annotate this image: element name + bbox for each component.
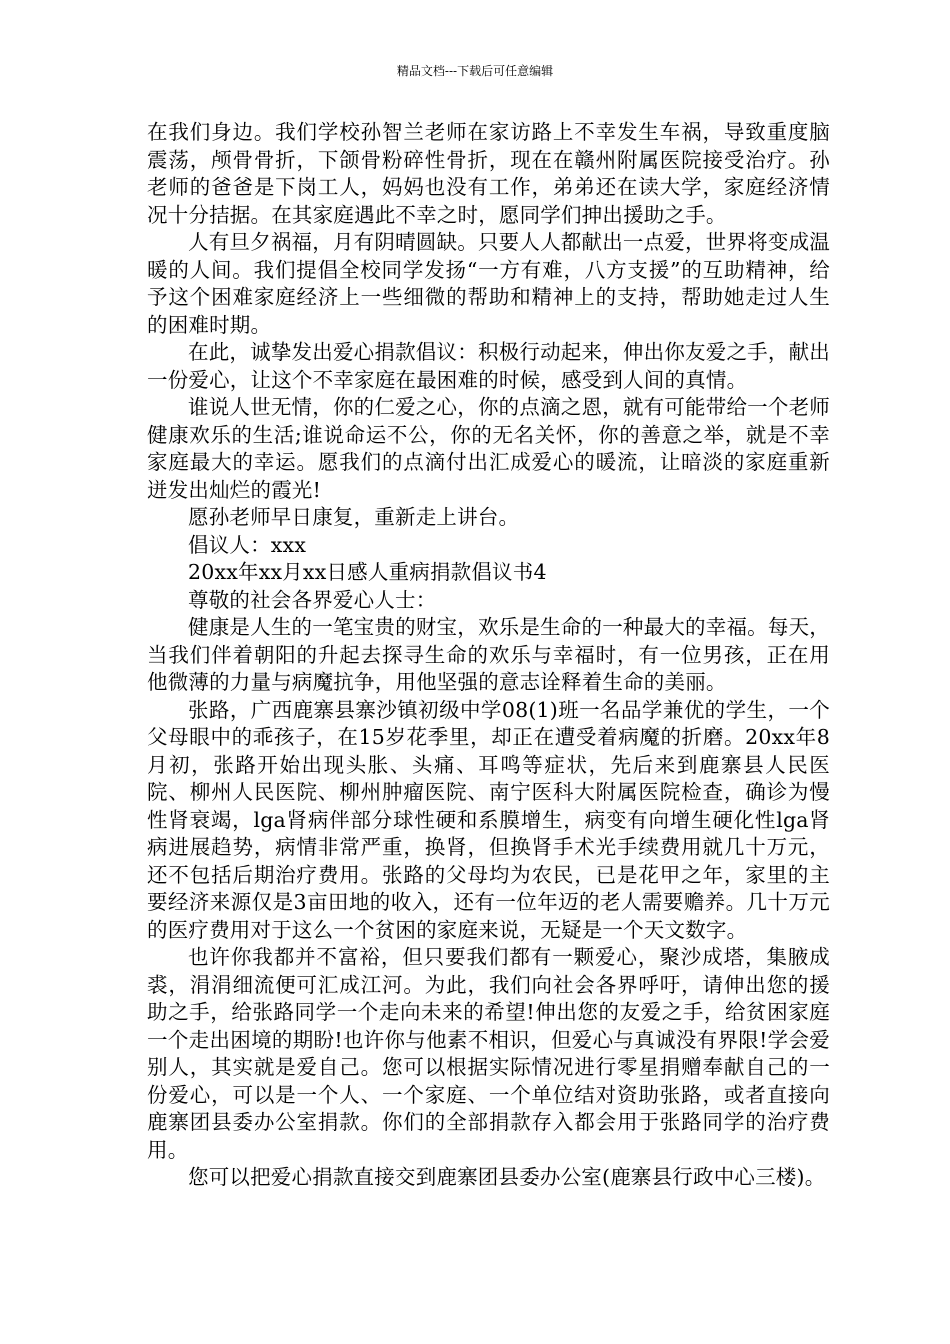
paragraph: 您可以把爱心捐款直接交到鹿寨团县委办公室(鹿寨县行政中心三楼)。 (188, 1165, 826, 1189)
paragraph: 在我们身边。我们学校孙智兰老师在家访路上不幸发生车祸，导致重度脑震荡，颅骨骨折，下颌骨粉碎性骨折，现在在赣州附属医院接受治疗。孙老师的爸爸是下岗工人，妈妈也没有工作，弟弟还在读大学，家庭经济情况十分拮据。在其家庭遇此不幸之时，愿同学们抻出援助之手。 (147, 120, 830, 227)
section-heading: 20xx年xx月xx日感人重病捐款倡议书4 (188, 560, 547, 584)
paragraph: 谁说人世无情，你的仁爱之心，你的点滴之恩，就有可能带给一个老师健康欢乐的生活;谁说命运不公，你的无名关怀，你的善意之举，就是不幸家庭最大的幸运。愿我们的点滴付出汇成爱心的暖流，让暗淡的家庭重新迸发出灿烂的霞光! (147, 395, 830, 502)
paragraph: 张路，广西鹿寨县寨沙镇初级中学08(1)班一名品学兼优的学生，一个父母眼中的乖孩子，在15岁花季里，却正在遭受着病魔的折磨。20xx年8月初，张路开始出现头胀、头痛、耳鸣等症状，先后来到鹿寨县人民医院、柳州人民医院、柳州肿瘤医院、南宁医科大附属医院检查，确诊为慢性肾衰竭，lga肾病伴部分球性硬和系膜增生，病变有向增生硬化性lga肾病进展趋势，病情非常严重，换肾，但换肾手术光手续费用就几十万元，还不包括后期治疗费用。张路的父母均为农民，已是花甲之年，家里的主要经济来源仅是3亩田地的收入，还有一位年迈的老人需要赡养。几十万元的医疗费用对于这么一个贫困的家庭来说，无疑是一个天文数字。 (147, 697, 830, 942)
paragraph: 人有旦夕祸福，月有阴晴圆缺。只要人人都献出一点爱，世界将变成温暖的人间。我们提倡全校同学发扬“一方有难，八方支援”的互助精神，给予这个困难家庭经济上一些细微的帮助和精神上的支持，帮助她走过人生的困难时期。 (147, 230, 830, 337)
salutation: 尊敬的社会各界爱心人士： (188, 587, 437, 612)
paragraph: 在此，诚挚发出爱心捐款倡议：积极行动起来，伸出你友爱之手，献出一份爱心，让这个不幸家庭在最困难的时候，感受到人间的真情。 (147, 340, 830, 392)
document-body (147, 119, 830, 1192)
signature-line: 倡议人：xxx (188, 532, 307, 557)
paragraph: 也许你我都并不富裕，但只要我们都有一颗爱心，聚沙成塔，集腋成裘，涓涓细流便可汇成江河。为此，我们向社会各界呼吁，请伸出您的援助之手，给张路同学一个走向未来的希望!伸出您的友爱之手，给贫困家庭一个走出困境的期盼!也许你与他素不相识，但爱心与真诚没有界限!学会爱别人，其实就是爱自己。您可以根据实际情况进行零星捐赠奉献自己的一份爱心，可以是一个人、一个家庭、一个单位结对资助张路，或者直接向鹿寨团县委办公室捐款。你们的全部捐款存入都会用于张路同学的治疗费用。 (147, 945, 830, 1162)
paragraph: 健康是人生的一笔宝贵的财宝，欢乐是生命的一种最大的幸福。每天，当我们伴着朝阳的升起去探寻生命的欢乐与幸福时，有一位男孩，正在用他微薄的力量与病魔抗争，用他坚强的意志诠释着生命的美丽。 (147, 615, 830, 694)
page-header: 精品文档---下载后可任意编辑 (396, 64, 554, 78)
paragraph: 愿孙老师早日康复，重新走上讲台。 (188, 505, 520, 529)
